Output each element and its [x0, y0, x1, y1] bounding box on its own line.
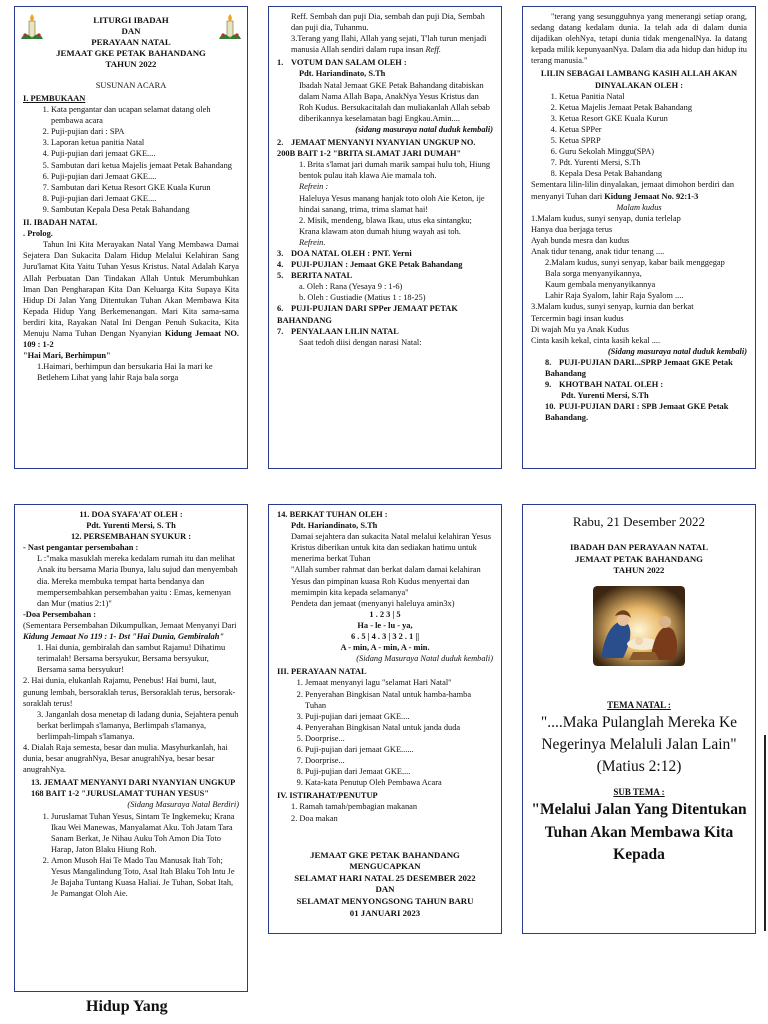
puji-pujian: 4. PUJI-PUJIAN : Jemaat GKE Petak Bahandang: [277, 260, 463, 270]
list-item: 1. Ramah tamah/pembagian makanan: [291, 802, 418, 812]
lyric-line: Hanya dua berjaga terus: [531, 224, 613, 234]
item-14-officiant: Pdt. Hariandinato, S.Th: [291, 521, 378, 531]
tema-reference: (Matius 2:12): [596, 757, 682, 775]
sitting-note: (Sidang Masuraya Natal duduk kembali): [356, 654, 493, 664]
lyric-line: Bala sorga menyanyikannya,: [545, 269, 642, 279]
votum-title: 1. VOTUM DAN SALAM OLEH :: [277, 58, 407, 68]
song-lyrics: [531, 213, 747, 346]
candle-decoration-icon: [19, 11, 45, 41]
section-perayaan: III. PERAYAAN NATAL: [277, 667, 367, 677]
item-8: 8. PUJI-PUJIAN DARI...SPRP Jemaat GKE Petak Bahandang: [545, 357, 733, 378]
tema-text: "....Maka Pulanglah Mereka Ke Negerinya Melaluli Jalan Lain": [540, 714, 738, 753]
section-pembukaan: I. PEMBUKAAN: [23, 94, 86, 104]
cover-title: IBADAH DAN PERAYAAN NATAL JEMAAT PETAK BAHANDANG TAHUN 2022: [569, 542, 709, 575]
lilin-title: LILIN SEBAGAI LAMBANG KASIH ALLAH AKAN DINYALAKAN OLEH :: [540, 69, 738, 90]
stand-instruction: Sementara lilin-lilin dinyalakan, jemaat dimohon berdiri dan menyanyi Tuhan dari Kidung Jemaat No. 92:1-3: [531, 180, 735, 201]
list-item: 7. Pdt. Yurenti Mersi, S.Th: [559, 157, 747, 168]
section-istirahat: IV. ISTIRAHAT/PENUTUP: [277, 791, 378, 801]
notation-lyric: A - min, A - min, A - min.: [340, 643, 430, 653]
list-item: 1. Ketua Panitia Natal: [559, 91, 747, 102]
list-item: 5. Doorprise...: [305, 733, 493, 744]
hymn-168-list: [23, 811, 239, 900]
item-9: 9. KHOTBAH NATAL OLEH :: [545, 380, 664, 390]
song-title: Malam kudus: [616, 202, 662, 212]
notation-line: 1 . 2 3 | 5: [369, 609, 401, 619]
spper-puji: 6. PUJI-PUJIAN DARI SPPer JEMAAT PETAK BAHANDANG: [277, 304, 458, 325]
lyric-line: Lahir Raja Syalom, lahir Raja Syalom ....: [545, 291, 684, 301]
lilin-natal: 7. PENYALAAN LILIN NATAL: [277, 326, 399, 336]
perayaan-list: [277, 677, 493, 788]
liturgy-panel-5: [268, 504, 502, 934]
list-item: 9. Sambutan Kepala Desa Petak Bahandang: [51, 204, 239, 215]
list-item: 5. Ketua SPRP: [559, 135, 747, 146]
doa-label: -Doa Persembahan :: [23, 609, 97, 619]
berita-natal: 5. BERITA NATAL: [277, 271, 353, 281]
list-item: 2. Puji-pujian dari : SPA: [51, 126, 239, 137]
refrein-label: Refrein.: [299, 237, 326, 247]
quote-text: "terang yang sesungguhnya yang menerangi setiap orang, sedang datang kedalam dunia. Ia telah ada di dalam dunia dijadikan olehNya, tetapi dunia tidak mengenalNya. Ia datang kepada milik kepunyaanNya. Dalam dia ada hidup dan hidup itu terang manusia.": [531, 12, 747, 66]
hymn-verse-1: 1. Brita s'lamat jari dumah marik sampai hulu toh, Hiung bentok pulau itah klawa Aie mamala toh.: [299, 160, 491, 181]
page-edge-line: [764, 735, 766, 931]
verse: 1. Hai dunia, gembiralah dan sambut Rajamu! Dihatimu terimalah! Bersama bersyukur, Bersama bersyukur, Bersama sama bersyukur!: [37, 643, 226, 675]
list-item: 4. Puji-pujian dari jemaat GKE....: [51, 148, 239, 159]
list-item: 6. Puji-pujian dari Jemaat GKE....: [51, 171, 239, 182]
list-item: 7. Doorprise...: [305, 755, 493, 766]
list-item: 1. Kata pengantar dan ucapan selamat datang oleh pembawa acara: [51, 104, 239, 126]
nast-text: L :"maka masuklah mereka kedalam rumah itu dan melihat Anak itu bersama Maria Ibunya, lalu sujud dan menyembah dia. Mereka membuka tempat harta bendanya dan mempersembahkan persembahan yaitu : Emas, kemenyan dan Mur (matius 2:1)": [37, 554, 238, 608]
list-item: 4. Ketua SPPer: [559, 124, 747, 135]
verse-3: 3.Terang yang Ilahi, Allah yang sejati, T'lah turun menjadi manusia Allah sendiri dalam rupa insan Reff.: [291, 34, 487, 55]
nativity-scene-image: [593, 586, 685, 666]
liturgy-panel-2: [268, 6, 502, 469]
list-item: 4. Penyerahan Bingkisan Natal untuk janda duda: [305, 722, 493, 733]
list-item: 2. Penyerahan Bingkisan Natal untuk hamba-hamba Tuhan: [305, 689, 493, 711]
refrein-label: Refrein :: [299, 182, 329, 192]
khotbah-officiant: Pdt. Yurenti Mersi, S.Th: [561, 391, 649, 401]
item-13: 13. JEMAAT MENYANYI DARI NYANYIAN UNGKUP 168 BAIT 1-2 "JURUSLAMAT TUHAN YESUS": [31, 778, 235, 799]
candle-decoration-icon: [217, 11, 243, 41]
lyric-line: 3.Malam kudus, sunyi senyap, kurnia dan berkat: [531, 302, 694, 312]
hymn-title: 2. JEMAAT MENYANYI NYANYIAN UNGKUP NO. 200B BAIT 1-2 "BRITA SLAMAT JARI DUMAH": [277, 138, 476, 159]
lyric-line: Anak tidur tenang, anak tidur tenang ....: [531, 246, 665, 256]
list-item: 2. Amon Musoh Hai Te Mado Tau Manusak Itah Toh; Yesus Mangalindung Toto, Asal Itah Blaku Toh Intu Je Je Bajaha Tuntang Kuasa Haliai. Je Tuhan, Sobat Itah, Je Pamangat Oloh Aie.: [51, 855, 239, 899]
list-item: 2. Doa makan: [291, 813, 338, 823]
lilin-narasi: Saat tedoh diisi dengan narasi Natal:: [299, 337, 422, 347]
verse: 2. Hai dunia, elukanlah Rajamu, Penebus! Hai bumi, laut, gunung lembah, bersoraklah terus, Bersoraklah terus, bersorak-soraklah terus!: [23, 676, 236, 708]
item-10: 10. PUJI-PUJIAN DARI : SPB Jemaat GKE Petak Bahandang.: [545, 402, 729, 423]
prolog-label: . Prolog.: [23, 229, 53, 239]
sitting-note: (sidang masuraya natal duduk kembali): [355, 124, 493, 134]
prolog-text: Tahun Ini Kita Merayakan Natal Yang Membawa Damai Sejatera Dan Sukacita Dalam Hidup Melalui Kelahiran Sang Juru'lamat Kita Yaitu Tuhan Yesus Kristus. Natal Adalah Karya Allah Perbuatan Dan Tindakan Allah Untuk Merumbuhkan Iman Dan Pengharapan Kita Dan Keluarga Kita Supaya Kita Hidup Di Jalan Yang Ditentukan Tuhan Akan Membawa Kita Kepada Hidup Yang Berkemenangan. Mari Kita sama-sama berdiri kita, Rayakan Natal Ini Dengan Penuh Sukacita, Kita Menuju Nama Tuhan Dengan Nyanyian Kidung Jemaat NO. 109 : 1-2: [23, 240, 239, 350]
closing-greeting: JEMAAT GKE PETAK BAHANDANG MENGUCAPKAN SELAMAT HARI NATAL 25 DESEMBER 2022 DAN SELAMAT MENYONGSONG TAHUN BARU 01 JANUARI 2023: [294, 849, 476, 918]
nast-label: - Nast pengantar persembahan :: [23, 543, 139, 553]
list-item: 8. Puji-pujian dari Jemaat GKE....: [51, 193, 239, 204]
liturgy-panel-4: [14, 504, 248, 992]
lyric-line: Di wajah Mu ya Anak Kudus: [531, 324, 629, 334]
verse: 4. Dialah Raja semesta, besar dan mulia. Masyhurkanlah, hai dunia, besar anugrahNya, Besar anugrahNya, besar besar anugrahNya.: [23, 742, 228, 775]
item-14-response: Pendeta dan jemaat (menyanyi haleluya amin3x): [291, 598, 455, 608]
reading-b: b. Oleh : Gustiadie (Matius 1 : 18-25): [299, 293, 426, 303]
item-14: 14. BERKAT TUHAN OLEH :: [277, 510, 388, 519]
doa-natal: 3. DOA NATAL OLEH : PNT. Yerni: [277, 248, 412, 258]
list-item: 1. Juruslamat Tuhan Yesus, Sintam Te Ingkemeku; Krana Ikau Wei Manewas, Manyalamat Aku. Toh Jatam Tara Sanam Berkat, Je Nihau Auku Toh Amon Dia Toto Harap, Jaton Blaku Hiung Roh.: [51, 811, 239, 855]
votum-text: Ibadah Natal Jemaat GKE Petak Bahandang ditabiskan dalam Nama Allah Bapa, AnakNya Yesus Kristus dan Roh Kudus. Bersukacitalah dan muliakanlah Allah sebab diberikannya keselamatan bagi Engkau.Amin....: [299, 80, 490, 123]
reff-text: Reff. Sembah dan puji Dia, sembah dan puji Dia, Sembah dan puji dia, Tuhanmu.: [291, 12, 485, 33]
lyric-line: Tercermin bagi insan kudus: [531, 313, 624, 323]
list-item: 3. Puji-pujian dari jemaat GKE....: [305, 711, 493, 722]
votum-officiant: Pdt. Hariandinato, S.Th: [299, 69, 386, 79]
song-verse: 1.Haimari, berhimpun dan bersukaria Hai Ia mari ke Betlehem Lihat yang lahir Raja bala sorga: [37, 362, 213, 383]
lyric-line: 1.Malam kudus, sunyi senyap, dunia terlelap: [531, 213, 681, 223]
notation-line: 6 . 5 | 4 . 3 | 3 2 . 1 ||: [350, 632, 420, 642]
refrein-text: Haleluya Yesus manang hanjak toto oloh Aie Keton, ije hindai sanang, trima, trima slamat hai!: [299, 193, 485, 214]
list-item: 8. Kepala Desa Petak Bahandang: [559, 168, 747, 179]
hymn-verse-2: 2. Misik, mendeng, blawa Ikau, utus eka sintangku; Krana klawam aton dumah hiung wayah asi toh.: [299, 215, 472, 236]
item-14-blessing: "Allah sumber rahmat dan berkat dalam damai kelahiran Yesus dan pimpinan kuasa Roh Kudus menyertai dan memimpin kita kepada selamanya": [291, 565, 481, 597]
liturgy-header: LITURGI IBADAH DAN PERAYAAN NATAL JEMAAT GKE PETAK BAHANDANG TAHUN 2022: [56, 15, 206, 69]
sitting-note: (Sidang masuraya natal duduk kembali): [607, 346, 747, 356]
reading-a: a. Oleh : Rana (Yesaya 9 : 1-6): [299, 282, 403, 292]
susunan-acara-title: SUSUNAN ACARA: [95, 80, 167, 90]
item-12: 12. PERSEMBAHAN SYUKUR :: [70, 532, 192, 542]
subtema-text: "Melalui Jalan Yang Ditentukan Tuhan Akan Membawa Kita Kepada: [531, 801, 747, 864]
notation-lyric: Ha - le - lu - ya,: [357, 620, 413, 630]
cover-panel: [522, 504, 756, 934]
lyric-line: 2.Malam kudus, sunyi senyap, kabar baik menggegap: [545, 258, 725, 268]
list-item: 6. Guru Sekolah Minggu(SPA): [559, 146, 747, 157]
list-item: 3. Laporan ketua panitia Natal: [51, 137, 239, 148]
song-title: "Hai Mari, Berhimpun": [23, 351, 111, 361]
tema-label: TEMA NATAL :: [607, 700, 671, 711]
pembukaan-list: [23, 104, 239, 215]
list-item: 6. Puji-pujian dari jemaat GKE......: [305, 744, 493, 755]
lilin-list: [531, 91, 747, 180]
list-item: 3. Ketua Resort GKE Kuala Kurun: [559, 113, 747, 124]
list-item: 2. Ketua Majelis Jemaat Petak Bahandang: [559, 102, 747, 113]
liturgy-panel-3: [522, 6, 756, 469]
list-item: 5. Sambutan dari ketua Majelis jemaat Petak Bahandang: [51, 160, 239, 171]
item-11: 11. DOA SYAFA'AT OLEH :: [79, 510, 183, 519]
list-item: 9. Kata-kata Penutup Oleh Pembawa Acara: [305, 777, 493, 788]
overflow-text: Hidup Yang: [86, 998, 168, 1015]
item-14-text: Damai sejahtera dan sukacita Natal melalui kelahiran Yesus Kristus diberikan untuk kita dan sediakan hatimu untuk menerima berkat Tuhan: [291, 532, 492, 564]
event-date: Rabu, 21 Desember 2022: [572, 514, 706, 529]
lyric-line: Kaum gembala menyanyikannya: [545, 280, 656, 290]
doa-text: (Sementara Persembahan Dikumpulkan, Jemaat Menyanyi Dari Kidung Jemaat No 119 : 1- Dst "Hai Dunia, Gembiralah": [23, 620, 237, 642]
section-ibadah-natal: II. IBADAH NATAL: [23, 218, 98, 228]
standing-note: (Sidang Masuraya Natal Berdiri): [127, 800, 239, 810]
liturgy-panel-1: [14, 6, 248, 469]
list-item: 8. Puji-pujian dari Jemaat GKE....: [305, 766, 493, 777]
lyric-line: Ayah bunda mesra dan kudus: [531, 235, 630, 245]
lyric-line: Cinta kasih kekal, cinta kasih kekal ....: [531, 335, 661, 345]
verse: 3. Janganlah dosa menetap di ladang dunia, Sejahtera penuh berkat berlimpah s'lamanya, Berlimpah s'lamanya, berlimpah-limpah s'lamanya.: [37, 709, 239, 741]
subtema-label: SUB TEMA :: [613, 787, 665, 798]
list-item: 1. Jemaat menyanyi lagu "selamat Hari Natal": [305, 677, 493, 688]
list-item: 7. Sambutan dari Ketua Resort GKE Kuala Kurun: [51, 182, 239, 193]
item-11-officiant: Pdt. Yurenti Mersi, S. Th: [86, 521, 176, 531]
